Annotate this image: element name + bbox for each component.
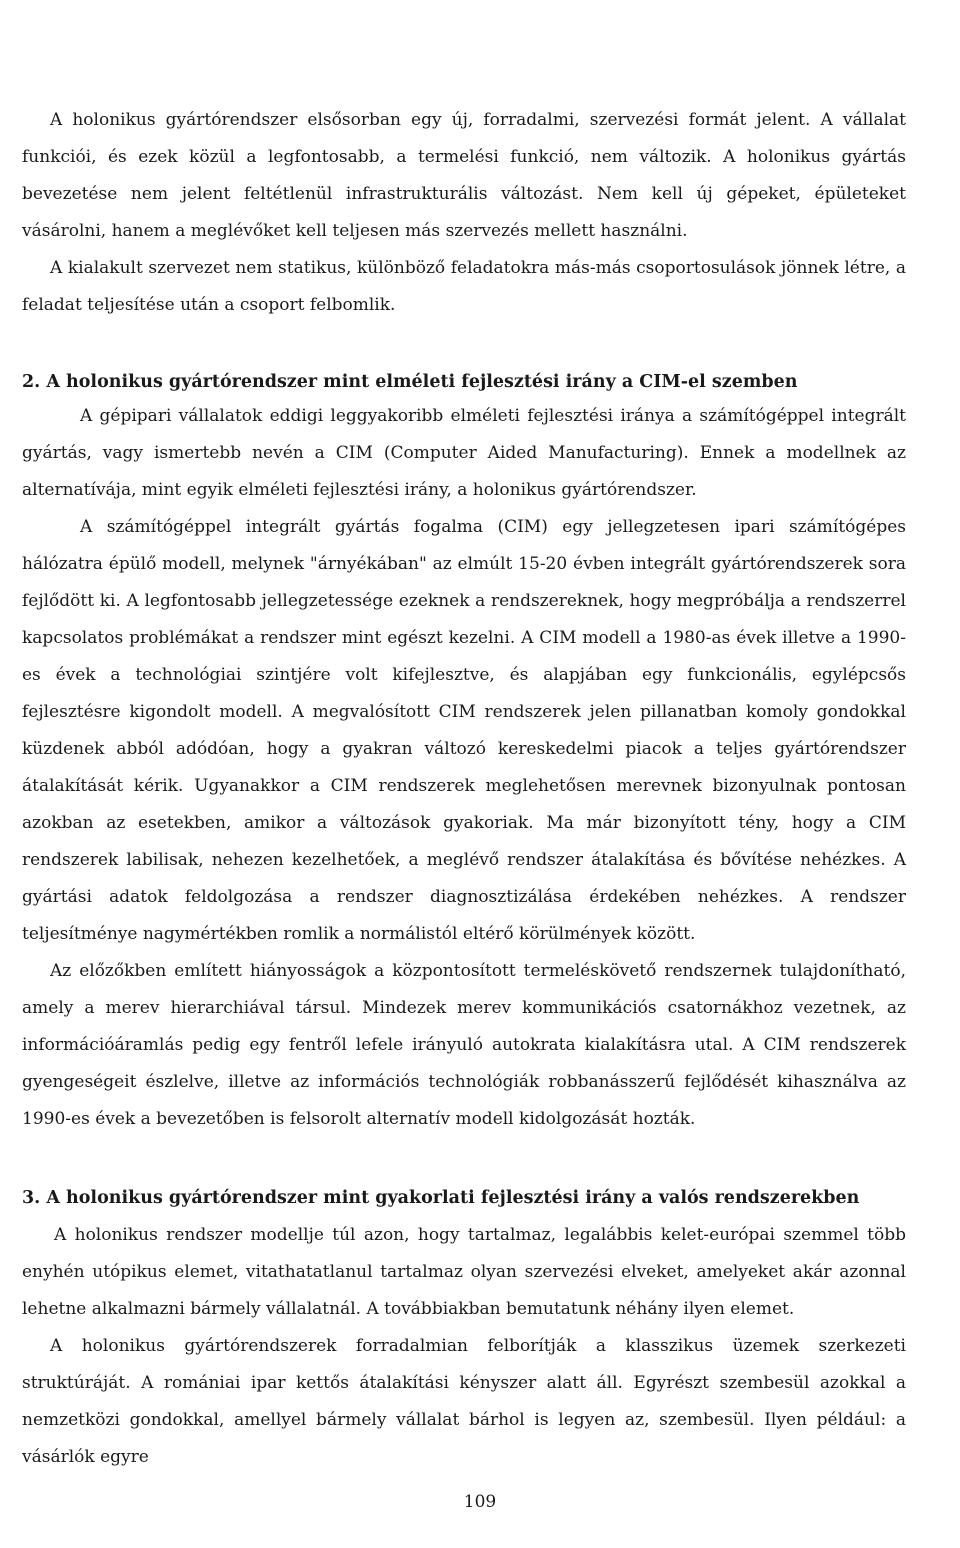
section-3-paragraph-2: A holonikus gyártórendszerek forradalmian felborítják a klasszikus üzemek szerkezeti struktúráját. A romániai ipar kettős átalakítási kényszer alatt áll. Egyrészt szembesül azokkal a nemzetközi gondokkal, amellyel bármely vállalat bárhol is legyen az, szembesül. Ilyen például: a vásárlók egyre [22,1336,906,1467]
intro-paragraph-1: A holonikus gyártórendszer elsősorban egy új, forradalmi, szervezési formát jelent. A vállalat funkciói, és ezek közül a legfontosabb, a termelési funkció, nem változik. A holonikus gyártás bevezetése nem jelent feltétlenül infrastrukturális változást. Nem kell új gépeket, épületeket vásárolni, hanem a meglévőket kell teljesen más szervezés mellett használni. [22,110,906,241]
section-3-heading: 3. A holonikus gyártórendszer mint gyakorlati fejlesztési irány a valós rendszerekben [22,1188,860,1208]
section-2-paragraph-3: Az előzőkben említett hiányosságok a központosított termeléskövető rendszernek tulajdonítható, amely a merev hierarchiával társul. Mindezek merev kommunikációs csatornákhoz vezetnek, az információáramlás pedig egy fentről lefele irányuló autokrata kialakításra utal. A CIM rendszerek gyengeségeit észlelve, illetve az információs technológiák robbanásszerű fejlődését kihasználva az 1990-es évek a bevezetőben is felsorolt alternatív modell kidolgozását hozták. [22,961,906,1129]
intro-paragraph-2: A kialakult szervezet nem statikus, különböző feladatokra más-más csoportosulások jönnek létre, a feladat teljesítése után a csoport felbomlik. [22,258,906,315]
section-2-heading: 2. A holonikus gyártórendszer mint elméleti fejlesztési irány a CIM-el szemben [22,372,798,392]
page-number: 109 [463,1492,497,1512]
section-2-paragraph-2: A számítógéppel integrált gyártás fogalma (CIM) egy jellegzetesen ipari számítógépes hálózatra épülő modell, melynek "árnyékában" az elmúlt 15-20 évben integrált gyártórendszerek sora fejlődött ki. A legfontosabb jellegzetessége ezeknek a rendszereknek, hogy megpróbálja a rendszerrel kapcsolatos problémákat a rendszer mint egészt kezelni. A CIM modell a 1980-as évek illetve a 1990-es évek a technológiai szintjére volt kifejlesztve, és alapjában egy funkcionális, egylépcsős fejlesztésre kigondolt modell. A megvalósított CIM rendszerek jelen pillanatban komoly gondokkal küzdenek abból adódóan, hogy a gyakran változó kereskedelmi piacok a teljes gyártórendszer átalakítását kérik. Ugyanakkor a CIM rendszerek meglehetősen merevnek bizonyulnak pontosan azokban az esetekben, amikor a változások gyakoriak. Ma már bizonyított tény, hogy a CIM rendszerek labilisak, nehezen kezelhetőek, a meglévő rendszer átalakítása és bővítése nehézkes. A gyártási adatok feldolgozása a rendszer diagnosztizálása érdekében nehézkes. A rendszer teljesítménye nagymértékben romlik a normálistól eltérő körülmények között. [22,517,906,944]
section-2-paragraph-1: A gépipari vállalatok eddigi leggyakoribb elméleti fejlesztési iránya a számítógéppel integrált gyártás, vagy ismertebb nevén a CIM (Computer Aided Manufacturing). Ennek a modellnek az alternatívája, mint egyik elméleti fejlesztési irány, a holonikus gyártórendszer. [22,406,906,500]
section-3-paragraph-1: A holonikus rendszer modellje túl azon, hogy tartalmaz, legalábbis kelet-európai szemmel több enyhén utópikus elemet, vitathatatlanul tartalmaz olyan szervezési elveket, amelyeket akár azonnal lehetne alkalmazni bármely vállalatnál. A továbbiakban bemutatunk néhány ilyen elemet. [22,1225,906,1319]
